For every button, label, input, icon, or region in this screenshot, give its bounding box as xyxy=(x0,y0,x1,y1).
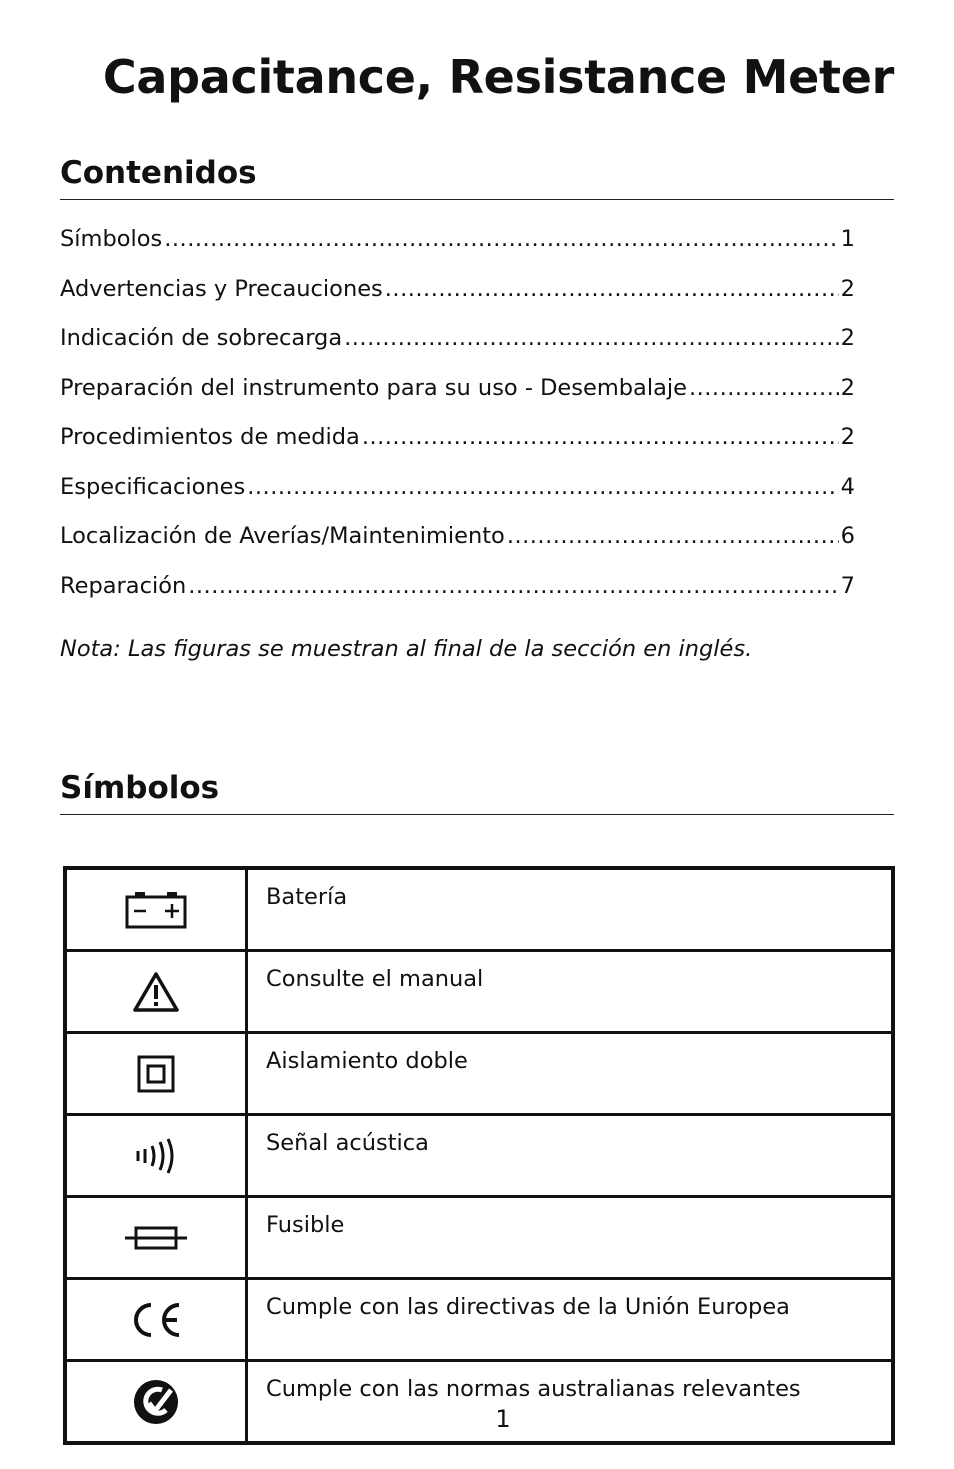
toc-entry-label: Reparación xyxy=(60,572,187,599)
table-of-contents xyxy=(60,226,855,622)
page-title: Capacitance, Resistance Meter xyxy=(102,50,894,104)
toc-entry-page: 1 xyxy=(840,226,855,252)
symbol-description: Cumple con las normas australianas relevantes xyxy=(247,1361,894,1444)
table-row xyxy=(65,1115,893,1197)
toc-entry-label: Indicación de sobrecarga xyxy=(60,325,343,351)
toc-entry[interactable] xyxy=(60,523,855,573)
page-number: 1 xyxy=(495,1405,511,1433)
toc-entry-label: Símbolos xyxy=(60,226,163,252)
toc-entry[interactable] xyxy=(60,226,855,276)
toc-entry-page: 4 xyxy=(840,473,855,500)
toc-leader-dots xyxy=(362,424,839,450)
toc-entry-label: Advertencias y Precauciones xyxy=(60,275,383,302)
battery-icon xyxy=(125,891,187,929)
toc-entry[interactable] xyxy=(60,325,855,375)
toc-leader-dots xyxy=(385,276,839,302)
table-row xyxy=(65,1279,893,1361)
toc-entry-page: 7 xyxy=(840,572,855,599)
warning-triangle-icon xyxy=(132,971,180,1013)
ce-mark-icon xyxy=(129,1301,183,1339)
toc-entry-page: 6 xyxy=(840,523,855,549)
toc-leader-dots xyxy=(247,474,838,500)
toc-leader-dots xyxy=(507,523,839,549)
fuse-icon xyxy=(124,1224,188,1252)
contents-heading: Contenidos xyxy=(60,155,894,200)
double-insulation-icon xyxy=(137,1055,175,1093)
symbols-heading: Símbolos xyxy=(60,770,894,815)
symbols-table xyxy=(63,866,895,1445)
toc-entry-label: Localización de Averías/Maintenimiento xyxy=(60,523,505,549)
table-row xyxy=(65,1197,893,1279)
toc-entry[interactable] xyxy=(60,424,855,474)
toc-entry-page: 2 xyxy=(840,275,855,302)
symbol-description: Batería xyxy=(247,868,894,951)
toc-entry-label: Especificaciones xyxy=(60,473,246,500)
toc-entry-label: Preparación del instrumento para su uso - Desembalaje xyxy=(60,374,687,401)
toc-entry[interactable] xyxy=(60,573,855,623)
toc-entry[interactable] xyxy=(60,474,855,524)
symbol-description: Fusible xyxy=(247,1197,894,1279)
toc-leader-dots xyxy=(164,226,838,252)
symbol-description: Señal acústica xyxy=(247,1115,894,1197)
toc-entry-page: 2 xyxy=(840,424,855,450)
toc-entry-page: 2 xyxy=(840,374,855,401)
toc-entry-label: Procedimientos de medida xyxy=(60,424,360,450)
symbol-description: Consulte el manual xyxy=(247,951,894,1033)
table-row xyxy=(65,1033,893,1115)
symbol-description: Aislamiento doble xyxy=(247,1033,894,1115)
beeper-icon xyxy=(134,1137,178,1175)
toc-entry[interactable] xyxy=(60,276,855,326)
table-row xyxy=(65,868,893,951)
symbol-description: Cumple con las directivas de la Unión Europea xyxy=(247,1279,894,1361)
toc-entry[interactable] xyxy=(60,375,855,425)
toc-leader-dots xyxy=(344,325,839,351)
toc-leader-dots xyxy=(689,375,839,401)
toc-leader-dots xyxy=(188,573,838,599)
toc-entry-page: 2 xyxy=(840,325,855,351)
table-row xyxy=(65,951,893,1033)
figures-note: Nota: Las figuras se muestran al final de la sección en inglés. xyxy=(60,636,753,662)
